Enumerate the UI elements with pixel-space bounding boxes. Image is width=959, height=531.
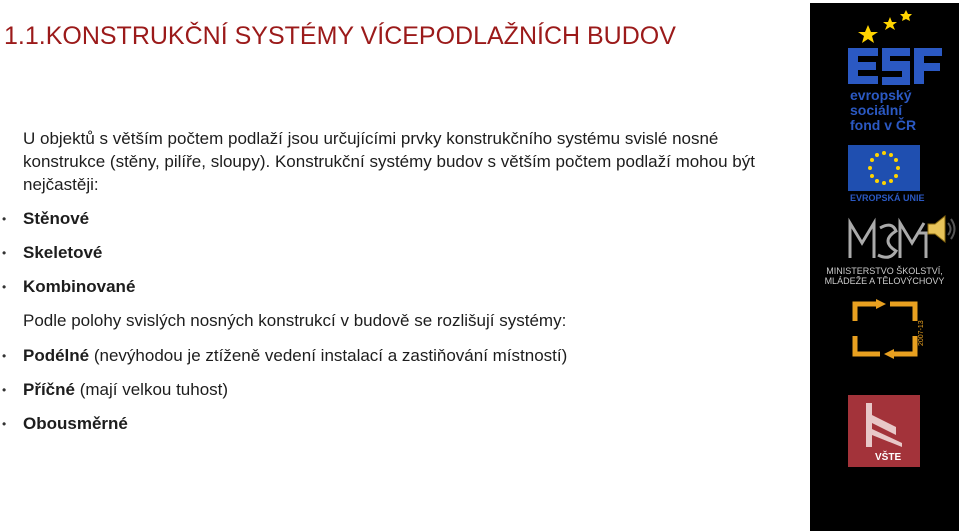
msmt-line-2: MLÁDEŽE A TĚLOVÝCHOVY [824, 276, 945, 286]
slide-title: 1.1.KONSTRUKČNÍ SYSTÉMY VÍCEPODLAŽNÍCH BUDOV [4, 22, 676, 50]
position-system-list [23, 339, 567, 441]
intro-text-1: U objektů s větším počtem podlaží jsou určujícími prvky konstrukčního systému svislé nosné konstrukce (stěny, pilíře, sloupy). [23, 129, 719, 171]
msmt-label [810, 266, 959, 286]
bullet-skeletove: Skeletové [23, 243, 103, 262]
system-bold: Podélné [23, 346, 90, 365]
speaker-icon[interactable] [925, 212, 957, 246]
list-item [23, 373, 567, 407]
op-logo [810, 296, 959, 366]
list-item [23, 339, 567, 373]
system-bold: Obousměrné [23, 414, 128, 433]
system-desc: (nevýhodou je ztíženě vedení instalací a zastiňování místností) [89, 346, 568, 365]
slide-content [23, 127, 793, 433]
list-item [23, 202, 793, 236]
list-item [23, 407, 567, 441]
list-item [23, 236, 793, 270]
system-desc: (mají velkou tuhost) [74, 380, 229, 399]
eu-flag-icon [848, 145, 920, 191]
msmt-line-1: MINISTERSTVO ŠKOLSTVÍ, [826, 266, 943, 276]
bullet-kombinovane: Kombinované [23, 277, 136, 296]
intro-paragraph [23, 127, 793, 196]
esf-line-1: evropský [850, 87, 912, 103]
esf-line-2: sociální [850, 102, 903, 118]
esf-label [850, 88, 916, 133]
eu-label: EVROPSKÁ UNIE [850, 193, 925, 203]
vste-logo [810, 395, 959, 475]
mid-paragraph: Podle polohy svislých nosných konstrukcí v budově se rozlišují systémy: [23, 311, 567, 330]
op-years: 2007-13 [918, 320, 925, 346]
system-bold: Příčné [23, 380, 75, 399]
list-item [23, 270, 793, 304]
esf-line-3: fond v ČR [850, 117, 917, 133]
system-type-list [23, 202, 793, 304]
logo-sidebar [810, 3, 959, 531]
bullet-stenove: Stěnové [23, 209, 90, 228]
vste-label: VŠTE [875, 452, 902, 463]
intro-text-2: Konstrukční systémy budov s větším počtem podlaží mohou být nejčastěji: [23, 152, 755, 194]
